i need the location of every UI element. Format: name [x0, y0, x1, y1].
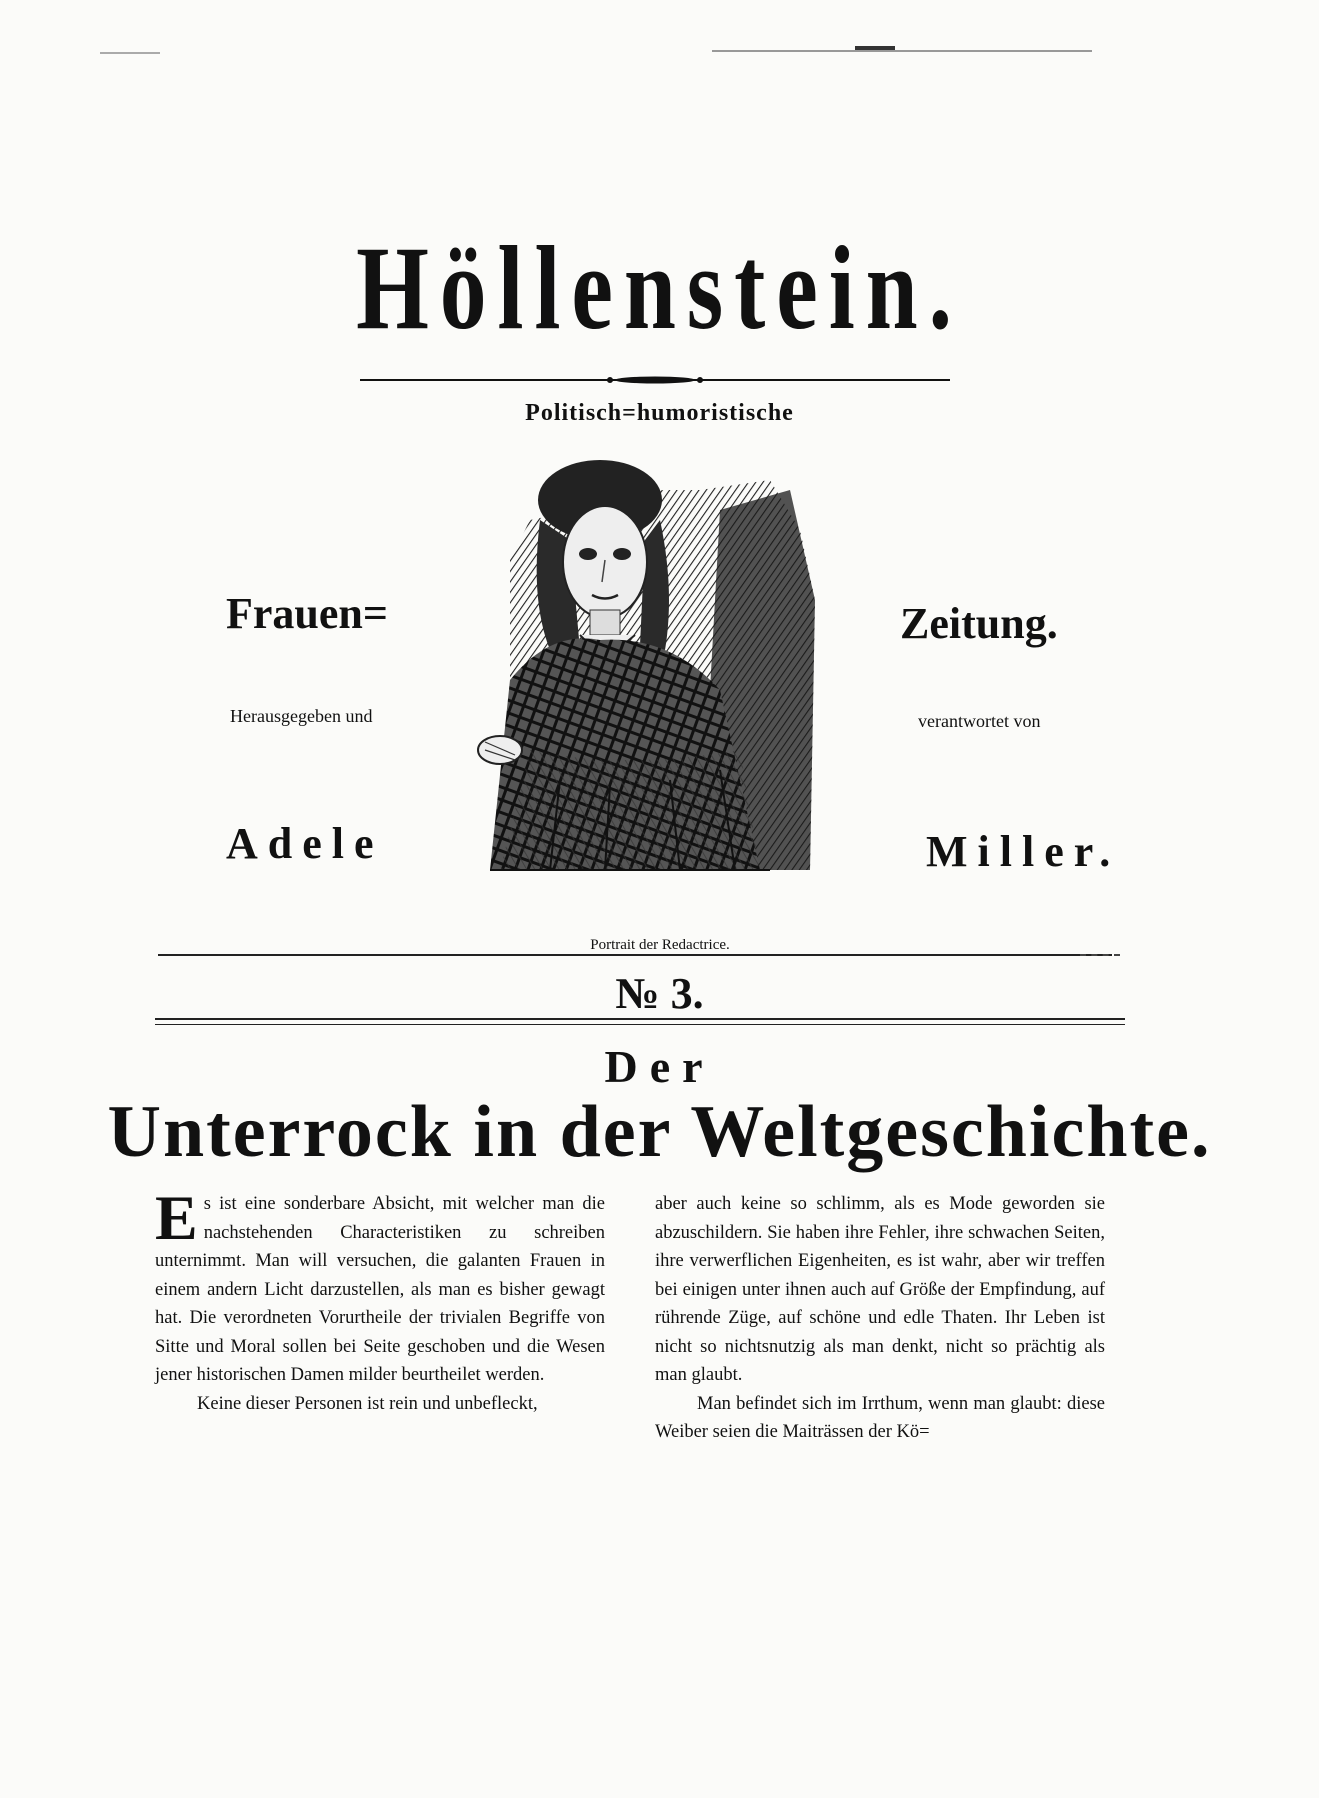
left-line: Herausgegeben und [230, 706, 373, 726]
left-word: Frauen= [226, 589, 388, 638]
rule-below-issue [155, 1018, 1125, 1020]
rule-above-issue [158, 954, 1112, 956]
masthead-subtitle: Politisch=humoristische [525, 400, 794, 426]
rule-above-issue-tail [1080, 954, 1120, 956]
portrait-caption: Portrait der Redactrice. [590, 937, 730, 953]
scan-rule-right [712, 50, 1092, 52]
scan-rule-left [100, 52, 160, 54]
right-word: Zeitung. [900, 599, 1058, 648]
portrait-engraving [470, 450, 850, 900]
right-column [655, 1190, 1105, 1447]
article-title-line1: Der [604, 1041, 715, 1092]
right-para-2: Man befindet sich im Irrthum, wenn man glaubt: diese Weiber seien die Maiträssen der Kö= [655, 1393, 1105, 1442]
ornament-rule [360, 374, 950, 386]
issue-number: № 3. [615, 969, 704, 1018]
rule-below-issue-thin [155, 1024, 1125, 1025]
editor-first-name: Adele [226, 819, 384, 868]
article-title-line2: Unterrock in der Weltgeschichte. [107, 1091, 1212, 1173]
drop-cap: E [155, 1182, 198, 1253]
right-line: verantwortet von [918, 711, 1041, 731]
left-column [155, 1182, 605, 1418]
left-para-2: Keine dieser Personen ist rein und unbefleckt, [197, 1393, 538, 1414]
scan-rule-mark [855, 46, 895, 50]
masthead-title: Höllenstein. [356, 221, 963, 354]
right-para-1: aber auch keine so schlimm, als es Mode geworden sie abzuschildern. Sie haben ihre Fehler, ihre schwachen Seiten, ihre verwerflichen Eigenheiten, es ist wahr, aber wir treffen bei einigen unter ihnen auch auf Größe der Empfindung, auf rührende Züge, auf schöne und edle Thaten. Ihr Leben ist nicht so nichtsnutzig als man denkt, nicht so prächtig als man glaubt. [655, 1194, 1105, 1385]
left-para-1 [155, 1182, 605, 1390]
left-para-1-text: s ist eine sonderbare Absicht, mit welcher man die nachstehenden Characteristiken zu schreiben unternimmt. Man will versuchen, die galanten Frauen in einem andern Licht darzustellen, als man es bisher gewagt hat. Die verordneten Vorurtheile der trivialen Begriffe von Sitte und Moral sollen bei Seite geschoben und die Wesen jener historischen Damen milder beurtheilet werden. [155, 1194, 605, 1385]
editor-last-name: Miller. [926, 827, 1121, 876]
